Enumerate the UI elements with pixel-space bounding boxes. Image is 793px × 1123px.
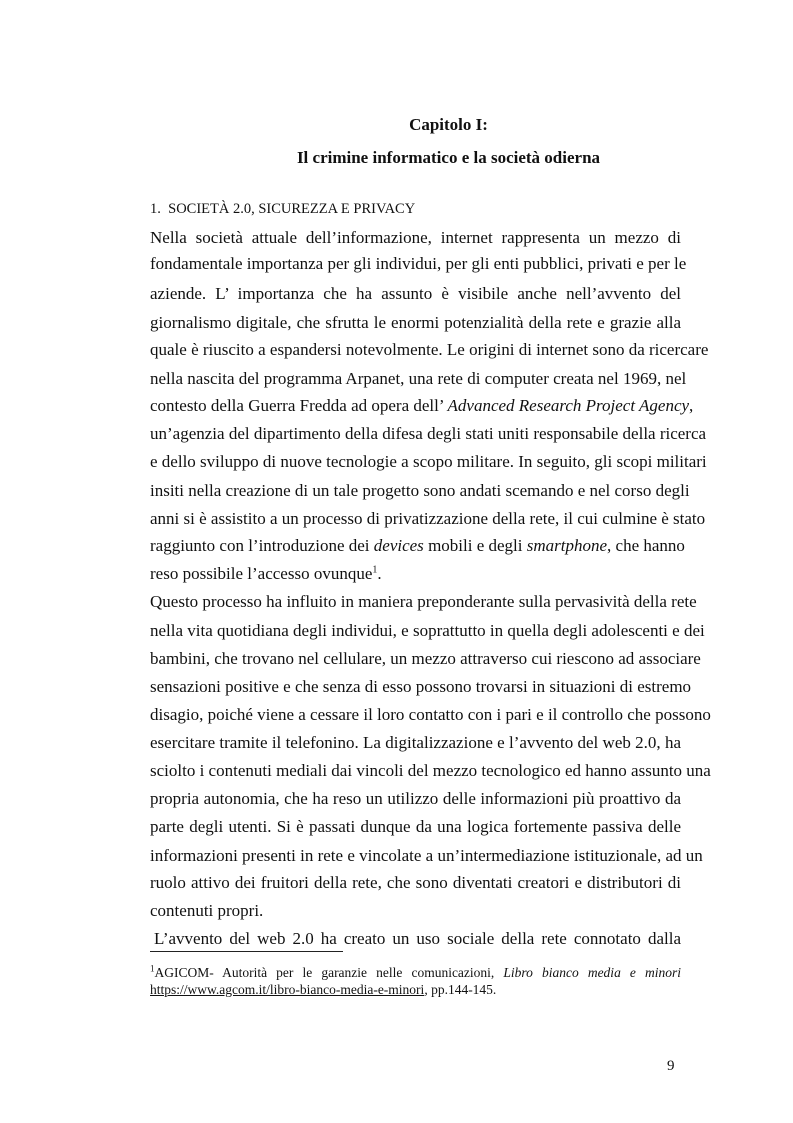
body-line: un’agenzia del dipartimento della difesa degli stati uniti responsabile della ricerca [150, 424, 707, 443]
page-number: 9 [667, 1058, 675, 1074]
agency-name: Advanced Research Project Agency [447, 396, 690, 415]
body-text-run: . [377, 564, 382, 583]
body-line: e dello sviluppo di nuove tecnologie a scopo militare. In seguito, gli scopi militari [150, 452, 707, 471]
body-line: ruolo attivo dei fruitori della rete, che sono diventati creatori e distributori di [150, 873, 681, 892]
body-line: giornalismo digitale, che sfrutta le enormi potenzialità della rete e grazie alla [150, 313, 681, 332]
body-line: nella vita quotidiana degli individui, e soprattutto in quella degli adolescenti e dei [150, 621, 705, 640]
body-line: Nella società attuale dell’informazione, internet rappresenta un mezzo di [150, 228, 681, 247]
section-title: SOCIETÀ 2.0, SICUREZZA E PRIVACY [168, 201, 416, 217]
body-line: Questo processo ha influito in maniera preponderante sulla pervasività della rete [150, 592, 697, 611]
body-line [150, 564, 681, 584]
body-line: parte degli utenti. Si è passati dunque da una logica fortemente passiva delle [150, 817, 681, 836]
section-number: 1. [150, 201, 161, 217]
body-line: anni si è assistito a un processo di privatizzazione della rete, il cui culmine è stato [150, 509, 706, 528]
body-line: fondamentale importanza per gli individui, per gli enti pubblici, privati e per le [150, 254, 687, 273]
footnote-line [150, 965, 681, 981]
body-line: bambini, che trovano nel cellulare, un mezzo attraverso cui riescono ad associare [150, 649, 701, 668]
body-text-run: , che hanno [607, 536, 685, 555]
body-line [150, 536, 685, 556]
body-line: disagio, poiché viene a cessare il loro contatto con i pari e il controllo che possono [150, 705, 711, 724]
body-line: nella nascita del programma Arpanet, una rete di computer creata nel 1969, nel [150, 369, 687, 388]
footnote-line [150, 982, 681, 998]
footnote-reference[interactable]: 1 [372, 564, 378, 576]
footnote-separator [150, 951, 343, 952]
footnote-link[interactable]: https://www.agcom.it/libro-bianco-media-e-minori [150, 982, 425, 997]
body-line [150, 396, 694, 416]
body-text-run: contesto della Guerra Fredda ad opera dell’ [150, 396, 448, 415]
body-line: insiti nella creazione di un tale progetto sono andati scemando e nel corso degli [150, 481, 690, 500]
devices-term: devices [373, 536, 424, 555]
footnote-text: , pp.144-145. [424, 982, 497, 997]
body-text-run: , [689, 396, 694, 415]
body-line: sensazioni positive e che senza di esso possono trovarsi in situazioni di estremo [150, 677, 692, 696]
body-line: esercitare tramite il telefonino. La digitalizzazione e l’avvento del web 2.0, ha [150, 733, 681, 752]
footnote-book-title: Libro bianco media e minori [503, 965, 681, 980]
body-line: quale è riuscito a espandersi notevolmente. Le origini di internet sono da ricercare [150, 340, 709, 359]
smartphone-term: smartphone [526, 536, 608, 555]
section-heading [150, 201, 415, 218]
chapter-title: Il crimine informatico e la società odierna [296, 148, 601, 167]
footnote-text: AGICOM- Autorità per le garanzie nelle comunicazioni, [154, 965, 504, 980]
body-line: informazioni presenti in rete e vincolate a un’intermediazione istituzionale, ad un [150, 846, 703, 865]
body-text-run: mobili e degli [423, 536, 527, 555]
body-text-run: raggiunto con l’introduzione dei [150, 536, 374, 555]
body-line: propria autonomia, che ha reso un utilizzo delle informazioni più proattivo da [150, 789, 681, 808]
body-line: L’avvento del web 2.0 ha creato un uso sociale della rete connotato dalla [154, 929, 681, 948]
footnote-marker: 1 [150, 963, 155, 974]
body-line: contenuti propri. [150, 901, 264, 920]
body-line: aziende. L’ importanza che ha assunto è visibile anche nell’avvento del [150, 284, 681, 303]
body-text-run: reso possibile l’accesso ovunque [150, 564, 373, 583]
chapter-label: Capitolo I: [409, 115, 488, 134]
body-line: sciolto i contenuti mediali dai vincoli del mezzo tecnologico ed hanno assunto una [150, 761, 711, 780]
